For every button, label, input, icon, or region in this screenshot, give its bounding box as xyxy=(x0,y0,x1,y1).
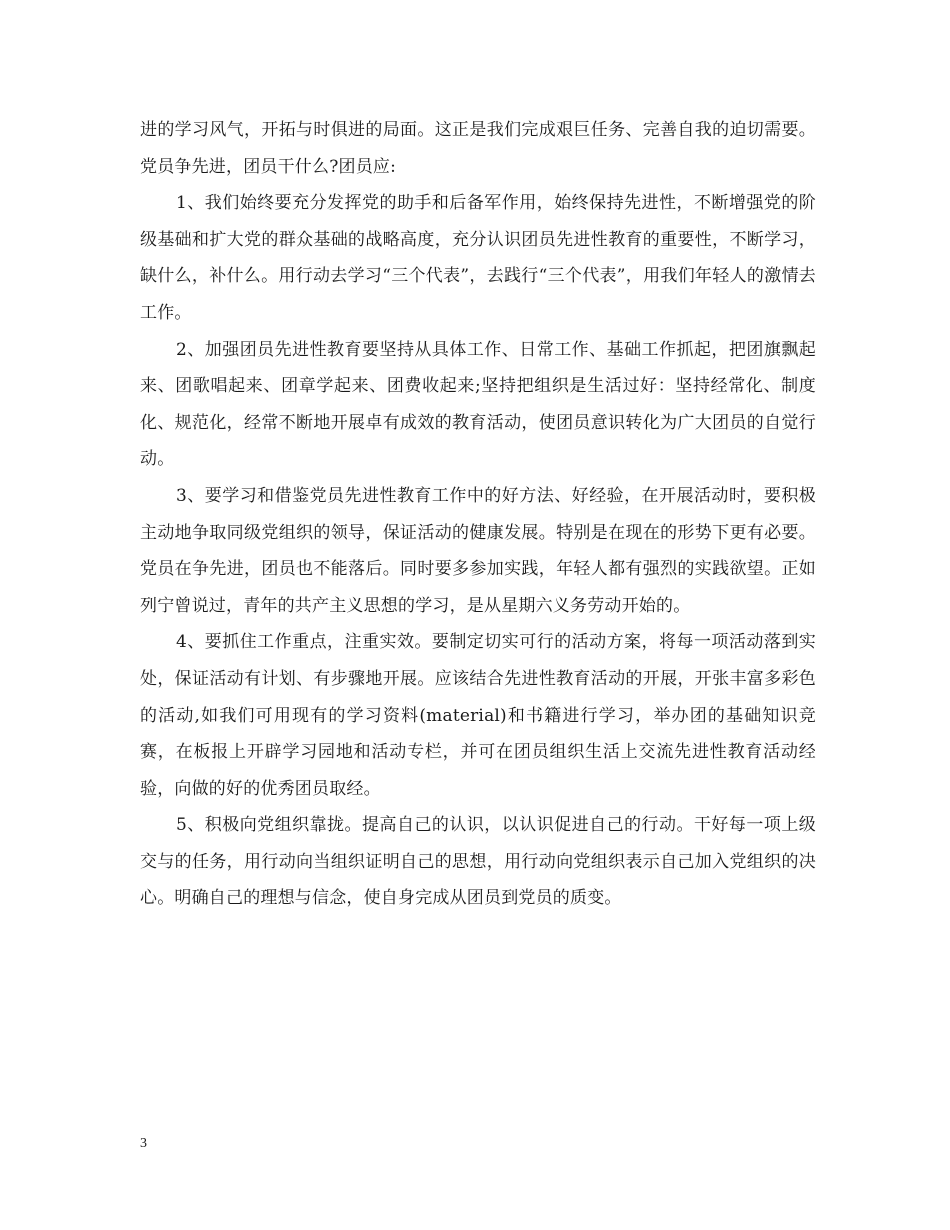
paragraph-item-4: 4、要抓住工作重点，注重实效。要制定切实可行的活动方案，将每一项活动落到实处，保证活动有计划、有步骤地开展。应该结合先进性教育活动的开展，开张丰富多彩色的活动,如我们可用现有的学习资料(material)和书籍进行学习，举办团的基础知识竞赛，在板报上开辟学习园地和活动专栏，并可在团员组织生活上交流先进性教育活动经验，向做的好的优秀团员取经。 xyxy=(140,632,816,799)
page-number: 3 xyxy=(140,1136,147,1151)
paragraph-continuation: 进的学习风气，开拓与时俱进的局面。这正是我们完成艰巨任务、完善自我的迫切需要。党员争先进，团员干什么?团员应: xyxy=(140,120,816,177)
paragraph-item-5: 5、积极向党组织靠拢。提高自己的认识，以认识促进自己的行动。干好每一项上级交与的任务，用行动向当组织证明自己的思想，用行动向党组织表示自己加入党组织的决心。明确自己的理想与信念，使自身完成从团员到党员的质变。 xyxy=(140,815,816,909)
paragraph-item-1: 1、我们始终要充分发挥党的助手和后备军作用，始终保持先进性，不断增强党的阶级基础和扩大党的群众基础的战略高度，充分认识团员先进性教育的重要性，不断学习，缺什么，补什么。用行动去学习“三个代表”，去践行“三个代表”，用我们年轻人的激情去工作。 xyxy=(140,193,816,323)
document-body xyxy=(140,112,816,917)
paragraph-item-3: 3、要学习和借鉴党员先进性教育工作中的好方法、好经验，在开展活动时，要积极主动地争取同级党组织的领导，保证活动的健康发展。特别是在现在的形势下更有必要。党员在争先进，团员也不能落后。同时要多参加实践，年轻人都有强烈的实践欲望。正如列宁曾说过，青年的共产主义思想的学习，是从星期六义务劳动开始的。 xyxy=(140,485,816,616)
paragraph-item-2: 2、加强团员先进性教育要坚持从具体工作、日常工作、基础工作抓起，把团旗飘起来、团歌唱起来、团章学起来、团费收起来;坚持把组织是生活过好：坚持经常化、制度化、规范化，经常不断地开展卓有成效的教育活动，使团员意识转化为广大团员的自觉行动。 xyxy=(140,339,816,470)
